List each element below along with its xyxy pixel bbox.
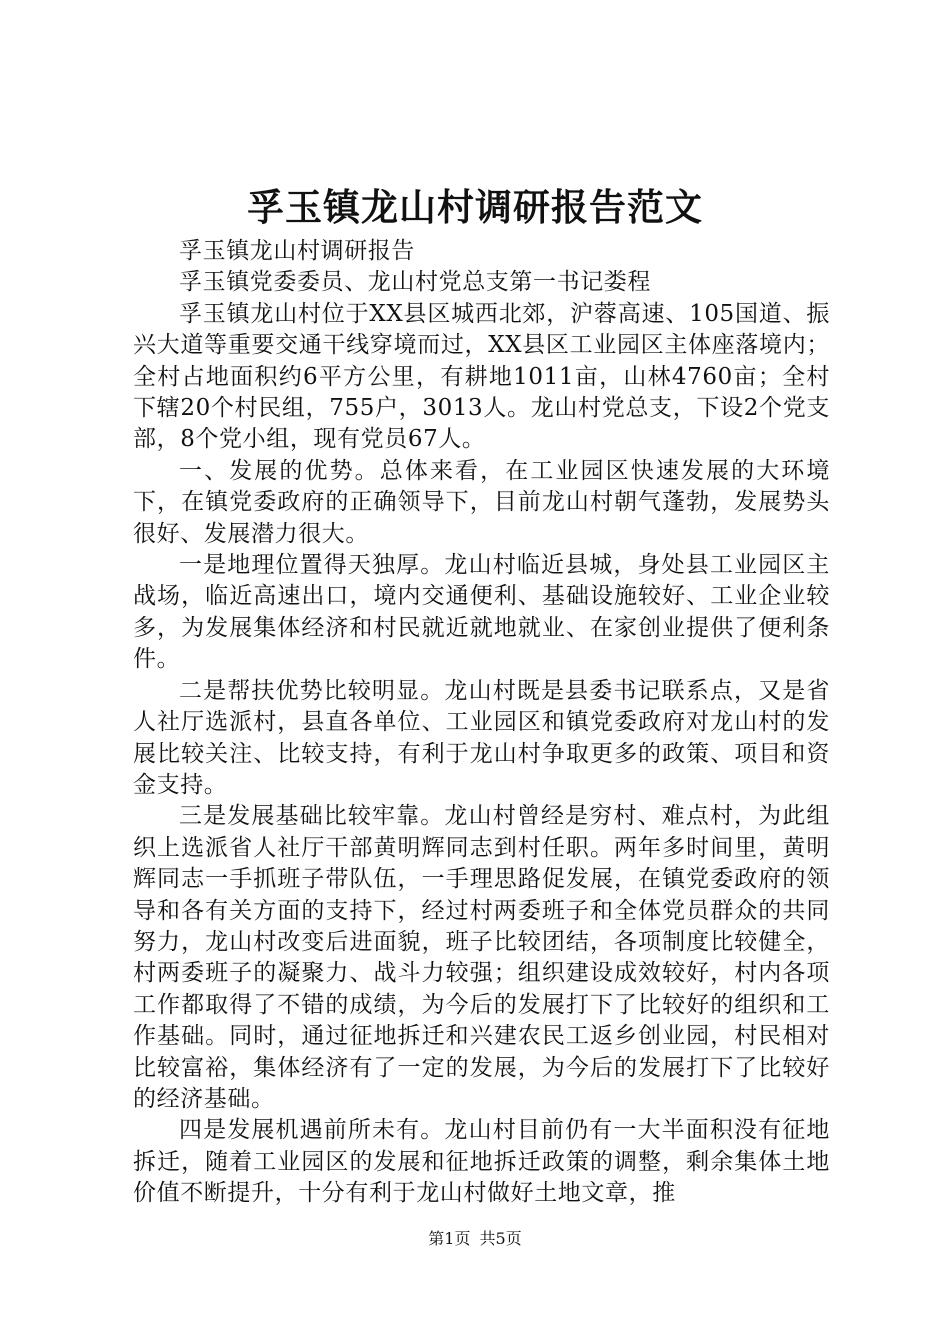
paragraph-advantages: 一、发展的优势。总体来看，在工业园区快速发展的大环境下，在镇党委政府的正确领导下，目前龙山村朝气蓬勃，发展势头很好、发展潜力很大。: [133, 457, 830, 547]
page-number: 第1页: [428, 1229, 471, 1248]
paragraph-point-4: 四是发展机遇前所未有。龙山村目前仍有一大半面积没有征地拆迁，随着工业园区的发展和征地拆迁政策的调整，剩余集体土地价值不断提升，十分有利于龙山村做好土地文章，推: [133, 1117, 830, 1207]
paragraph-point-1: 一是地理位置得天独厚。龙山村临近县城，身处县工业园区主战场，临近高速出口，境内交通便利、基础设施较好、工业企业较多，为发展集体经济和村民就近就地就业、在家创业提供了便利条件。: [133, 552, 830, 673]
paragraph-subtitle: 孚玉镇龙山村调研报告: [179, 238, 415, 264]
page-total: 共5页: [479, 1229, 522, 1248]
paragraph-point-3: 三是发展基础比较牢靠。龙山村曾经是穷村、难点村，为此组织上选派省人社厅干部黄明辉同志到村任职。两年多时间里，黄明辉同志一手抓班子带队伍，一手理思路促发展，在镇党委政府的领导和各有关方面的支持下，经过村两委班子和全体党员群众的共同努力，龙山村改变后进面貌，班子比较团结，各项制度比较健全，村两委班子的凝聚力、战斗力较强；组织建设成效较好，村内各项工作都取得了不错的成绩，为今后的发展打下了比较好的组织和工作基础。同时，通过征地拆迁和兴建农民工返乡创业园，村民相对比较富裕，集体经济有了一定的发展，为今后的发展打下了比较好的经济基础。: [133, 803, 830, 1112]
page-footer: [0, 1228, 950, 1250]
document-title: 孚玉镇龙山村调研报告范文: [247, 185, 703, 229]
paragraph-intro: 孚玉镇龙山村位于XX县区城西北郊，沪蓉高速、105国道、振兴大道等重要交通干线穿境而过，XX县区工业园区主体座落境内；全村占地面积约6平方公里，有耕地1011亩，山林4760亩；全村下辖20个村民组，755户，3013人。龙山村党总支，下设2个党支部，8个党小组，现有党员67人。: [133, 300, 830, 453]
document-body: [133, 236, 830, 1210]
paragraph-author: 孚玉镇党委委员、龙山村党总支第一书记娄程: [179, 269, 651, 296]
paragraph-point-2: 二是帮扶优势比较明显。龙山村既是县委书记联系点，又是省人社厅选派村，县直各单位、工业园区和镇党委政府对龙山村的发展比较关注、比较支持，有利于龙山村争取更多的政策、项目和资金支持。: [133, 677, 830, 798]
